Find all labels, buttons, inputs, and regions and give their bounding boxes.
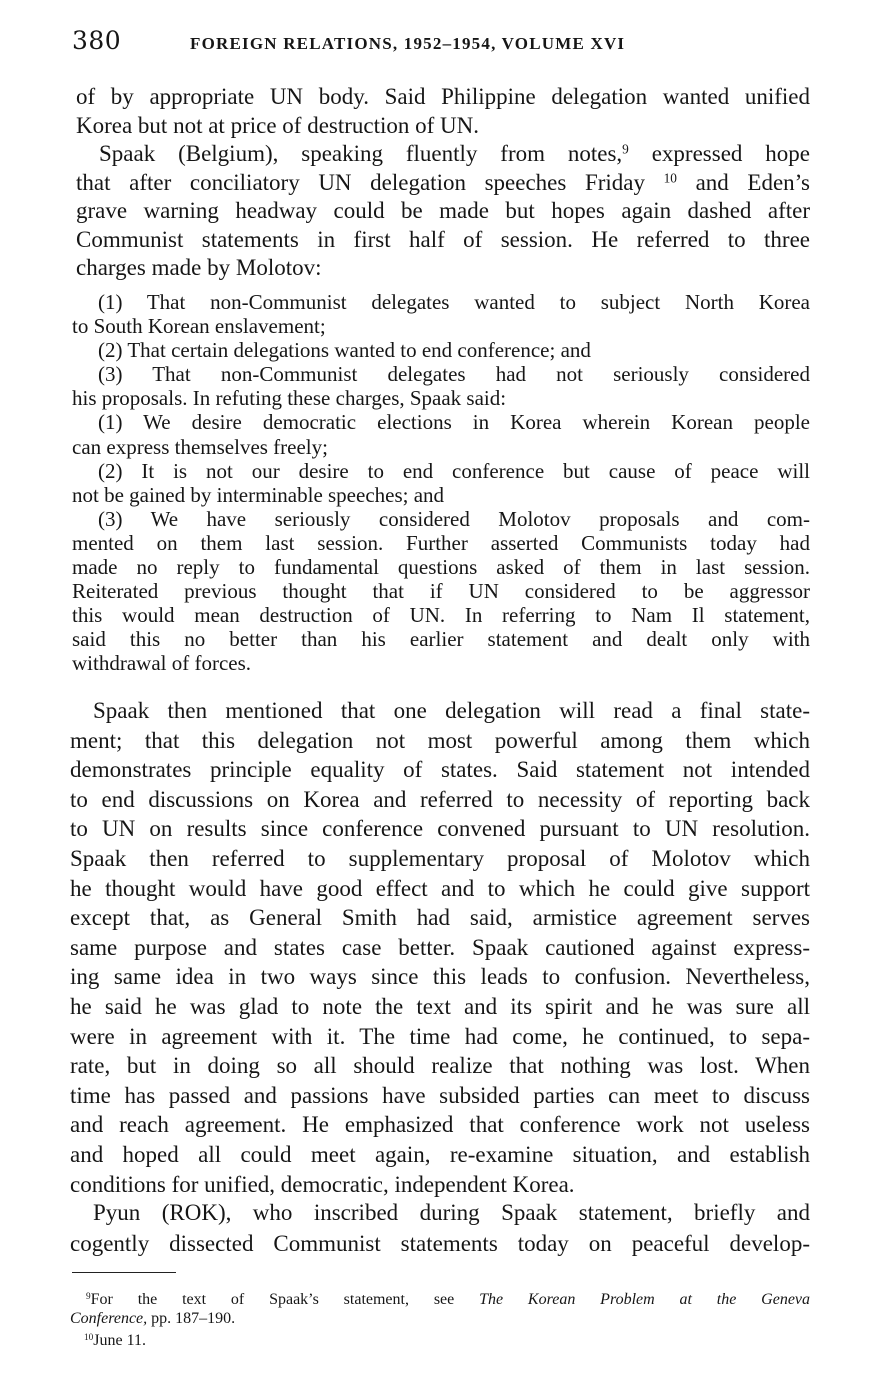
text-line: Spaak then mentioned that one delegation will read a final state- (93, 698, 810, 723)
text-line: mented on them last session. Further asserted Communists today had (72, 530, 810, 555)
footnote-text: pp. 187–190. (151, 1310, 236, 1327)
text-line: of by appropriate UN body. Said Philippine delegation wanted unified (76, 84, 810, 109)
page-number: 380 (72, 26, 122, 55)
text-line: (1) We desire democratic elections in Korea wherein Korean people (98, 410, 810, 435)
footnote-text: June 11. (93, 1332, 146, 1349)
text-line: time has passed and passions have subsided parties can meet to discuss (70, 1082, 810, 1108)
text-line: cogently dissected Communist statements today on peaceful develop- (70, 1231, 810, 1256)
text-line: (3) We have seriously considered Molotov proposals and com- (98, 506, 810, 531)
text-line: Spaak then referred to supplementary proposal of Molotov which (70, 845, 810, 871)
footnote-text: For the text of Spaak’s statement, see (90, 1291, 455, 1308)
footnote-10 (84, 1331, 146, 1350)
text-line: he thought would have good effect and to which he could give support (70, 875, 810, 901)
text-line: except that, as General Smith had said, armistice agreement serves (70, 905, 810, 931)
footnote-title: The Korean Problem at the Geneva (479, 1291, 811, 1308)
text-line: grave warning headway could be made but hopes again dashed after (76, 198, 810, 224)
text-line (76, 169, 810, 198)
text-line: (1) That non-Communist delegates wanted to subject North Korea (98, 290, 810, 314)
footnote-mark: 9 (86, 1291, 91, 1302)
text-line: not be gained by interminable speeches; and (72, 482, 445, 507)
paragraph-2 (76, 140, 810, 283)
text-line: same purpose and states case better. Spaak cautioned against express- (70, 934, 810, 960)
text-segment: and Eden’s (695, 169, 811, 195)
text-line: demonstrates principle equality of states. Said statement not intended (70, 757, 810, 783)
text-line: rate, but in doing so all should realize that nothing was lost. When (70, 1053, 810, 1079)
text-line: ing same idea in two ways since this leads to confusion. Nevertheless, (70, 964, 810, 990)
text-line: ment; that this delegation not most powerful among them which (70, 727, 810, 753)
footnote-ref-9: 9 (622, 141, 629, 157)
paragraph-1 (76, 82, 810, 140)
text-line: conditions for unified, democratic, independent Korea. (70, 1171, 575, 1197)
text-line: he said he was glad to note the text and its spirit and he was sure all (70, 993, 810, 1019)
text-line: Reiterated previous thought that if UN considered to be aggressor (72, 579, 810, 604)
quoted-block (72, 290, 810, 676)
text-segment: expressed hope (651, 141, 810, 166)
text-line: and hoped all could meet again, re-examine situation, and establish (70, 1141, 810, 1167)
text-line: said this no better than his earlier statement and dealt only with (72, 627, 810, 652)
text-line: (2) It is not our desire to end conference but cause of peace will (98, 458, 810, 483)
footnote-rule (72, 1272, 176, 1273)
text-line (76, 140, 810, 169)
text-line: (2) That certain delegations wanted to end conference; and (98, 338, 591, 363)
text-line: Communist statements in first half of session. He referred to three (76, 226, 810, 252)
text-line: to UN on results since conference convened pursuant to UN resolution. (70, 816, 810, 842)
footnote-mark: 10 (84, 1332, 94, 1343)
running-title: FOREIGN RELATIONS, 1952–1954, VOLUME XVI (190, 34, 626, 53)
text-line: were in agreement with it. The time had come, he continued, to sepa- (70, 1023, 810, 1049)
paragraph-4 (70, 1197, 810, 1259)
text-line: to end discussions on Korea and referred to necessity of reporting back (70, 786, 810, 812)
paragraph-3 (70, 696, 810, 1199)
text-line: Korea but not at price of destruction of UN. (76, 113, 480, 138)
text-line: to South Korean enslavement; (72, 314, 326, 339)
text-line: made no reply to fundamental questions asked of them in last session. (72, 555, 810, 580)
text-segment: that after conciliatory UN delegation speeches Friday (76, 169, 645, 195)
footnote-9 (70, 1290, 811, 1328)
footnote-ref-10: 10 (663, 170, 677, 186)
text-line: this would mean destruction of UN. In referring to Nam Il statement, (72, 603, 810, 628)
text-line: Pyun (ROK), who inscribed during Spaak statement, briefly and (93, 1200, 810, 1225)
footnote-title: Conference, (70, 1310, 148, 1327)
text-line: can express themselves freely; (72, 434, 328, 459)
text-line: and reach agreement. He emphasized that conference work not useless (70, 1112, 810, 1138)
text-line: withdrawal of forces. (72, 651, 252, 676)
text-line: his proposals. In refuting these charges, Spaak said: (72, 386, 507, 411)
text-segment: Spaak (Belgium), speaking fluently from notes, (99, 141, 623, 166)
text-line: (3) That non-Communist delegates had not seriously considered (98, 362, 810, 387)
text-line: charges made by Molotov: (76, 255, 322, 281)
